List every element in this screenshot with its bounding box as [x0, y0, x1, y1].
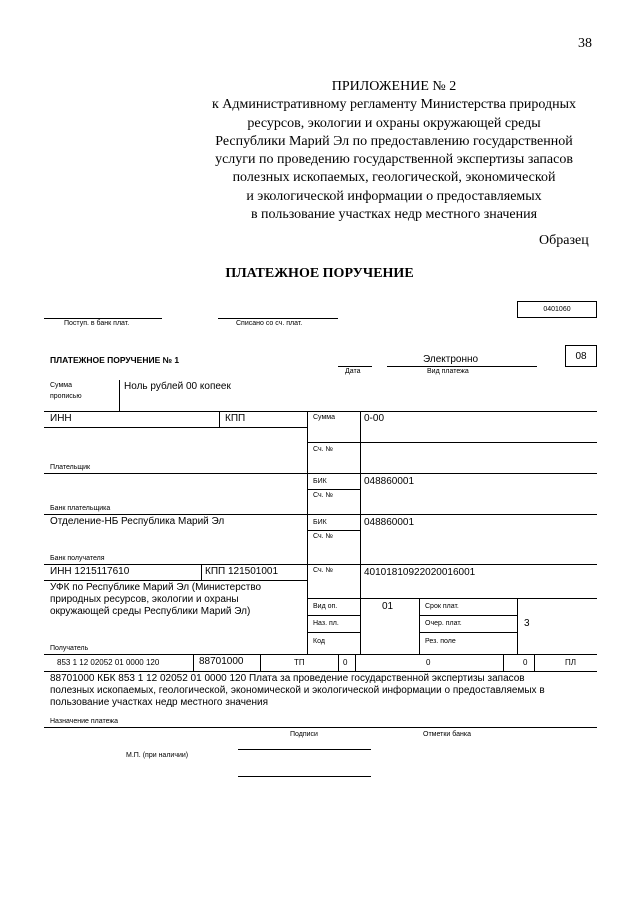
recipient-inn: ИНН 1215117610	[50, 566, 130, 577]
payer-bank-label: Банк плательщика	[50, 505, 111, 512]
rule	[355, 654, 356, 671]
rule	[193, 654, 194, 671]
reserve-field-label: Рез. поле	[425, 638, 456, 645]
rule	[534, 654, 535, 671]
rule	[44, 411, 597, 412]
period-value: 0	[343, 658, 348, 667]
status-code: 08	[565, 345, 597, 367]
rule	[503, 654, 504, 671]
document-title: ПЛАТЕЖНОЕ ПОРУЧЕНИЕ	[225, 266, 414, 281]
rule	[219, 411, 220, 427]
payer-kpp-label: КПП	[225, 413, 246, 424]
rule	[307, 598, 597, 599]
rule	[44, 564, 597, 565]
received-label: Поступ. в банк плат.	[64, 320, 130, 327]
rule	[44, 580, 307, 581]
oktmo-value: 88701000	[199, 656, 244, 667]
appendix-header	[180, 78, 608, 224]
appendix-line: ресурсов, экологии и охраны окружающей среды	[247, 115, 541, 131]
rule	[307, 489, 360, 490]
okud-code: 0401060	[517, 301, 597, 318]
recipient-account-label: Сч. №	[313, 567, 334, 574]
payer-account-label: Сч. №	[313, 446, 334, 453]
debited-line	[218, 318, 338, 319]
amount-words-value: Ноль рублей 00 копеек	[124, 381, 231, 392]
recipient-name: окружающей среды Республики Марий Эл)	[50, 606, 251, 617]
bank-marks-label: Отметки банка	[423, 731, 471, 738]
payer-inn-label: ИНН	[50, 413, 72, 424]
signature-line-1	[238, 749, 371, 750]
appendix-line: полезных ископаемых, геологической, экономической	[232, 170, 556, 186]
appendix-line: к Административному регламенту Министерства природных	[211, 97, 577, 113]
sum-value: 0-00	[364, 413, 385, 424]
rule	[307, 442, 597, 443]
payer-bank-account-label: Сч. №	[313, 492, 334, 499]
rule	[44, 427, 307, 428]
code-label: Код	[313, 638, 325, 645]
payer-label: Плательщик	[50, 464, 91, 471]
amount-words-label: Сумма	[50, 382, 72, 389]
priority-label: Очер. плат.	[425, 620, 462, 627]
op-type-value: 01	[382, 601, 394, 612]
payment-type-label: Вид платежа	[427, 368, 469, 375]
doc-date-value: 0	[523, 658, 528, 667]
purpose-line: полезных ископаемых, геологической, экономической и экологической информации о предоставляемых в	[50, 685, 545, 696]
rule	[201, 564, 202, 580]
recipient-bank-bik-value: 048860001	[364, 517, 415, 528]
due-date-label: Срок плат.	[425, 603, 459, 610]
basis-value: ТП	[294, 658, 305, 667]
rule	[338, 654, 339, 671]
rule	[44, 727, 597, 728]
rule	[419, 632, 517, 633]
signature-line-2	[238, 776, 371, 777]
amount-words-label: прописью	[50, 393, 82, 400]
rule	[260, 654, 261, 671]
received-line	[44, 318, 162, 319]
rule	[307, 632, 360, 633]
payment-kind-value: ПЛ	[565, 658, 576, 667]
sum-label: Сумма	[313, 414, 335, 421]
sample-label: Образец	[539, 233, 589, 248]
recipient-bank-label: Банк получателя	[50, 555, 105, 562]
date-label: Дата	[345, 368, 361, 375]
rule	[360, 411, 361, 654]
recipient-name: УФК по Республике Марий Эл (Министерство	[50, 582, 262, 593]
debited-label: Списано со сч. плат.	[236, 320, 303, 327]
rule	[44, 473, 597, 474]
recipient-name: природных ресурсов, экологии и охраны	[50, 594, 239, 605]
rule	[44, 671, 597, 672]
payer-bank-bik-value: 048860001	[364, 476, 415, 487]
recipient-label: Получатель	[50, 645, 89, 652]
rule	[307, 411, 308, 654]
rule	[419, 615, 517, 616]
payment-type-line	[387, 366, 537, 367]
purpose-line: пользование участках недр местного значения	[50, 697, 268, 708]
payment-type-value: Электронно	[423, 354, 479, 365]
priority-value: 3	[524, 618, 530, 629]
rule	[307, 615, 360, 616]
recipient-bank-name: Отделение-НБ Республика Марий Эл	[50, 516, 225, 527]
stamp-label: М.П. (при наличии)	[126, 752, 189, 759]
appendix-title: ПРИЛОЖЕНИЕ № 2	[331, 79, 457, 94]
order-title: ПЛАТЕЖНОЕ ПОРУЧЕНИЕ № 1	[50, 355, 180, 365]
recipient-bank-account-label: Сч. №	[313, 533, 334, 540]
payer-bank-bik-label: БИК	[313, 478, 327, 485]
purpose-line: 88701000 КБК 853 1 12 02052 01 0000 120 Плата за проведение государственной экспертизы запасов	[50, 673, 525, 684]
rule	[307, 530, 360, 531]
recipient-bank-bik-label: БИК	[313, 519, 327, 526]
purpose-label: Назначение платежа	[50, 718, 118, 725]
appendix-line: услуги по проведению государственной экспертизы запасов	[215, 152, 573, 168]
recipient-account-value: 40101810922020016001	[364, 567, 476, 578]
rule	[419, 598, 420, 654]
appendix-line: и экологической информации о предоставляемых	[246, 188, 542, 204]
recipient-kpp: КПП 121501001	[205, 566, 279, 577]
appendix-line: в пользование участках недр местного значения	[250, 207, 538, 223]
appendix-line: Республики Марий Эл по предоставлению государственной	[215, 133, 573, 149]
page-number: 38	[578, 36, 592, 51]
op-type-label: Вид оп.	[313, 603, 338, 610]
rule	[517, 598, 518, 654]
signatures-label: Подписи	[290, 731, 318, 738]
rule	[44, 654, 597, 655]
date-line	[338, 366, 372, 367]
rule	[44, 514, 597, 515]
divider	[119, 380, 120, 411]
kbk-value: 853 1 12 02052 01 0000 120	[57, 658, 160, 667]
doc-number-value: 0	[426, 658, 431, 667]
purpose-code-label: Наз. пл.	[313, 620, 339, 627]
